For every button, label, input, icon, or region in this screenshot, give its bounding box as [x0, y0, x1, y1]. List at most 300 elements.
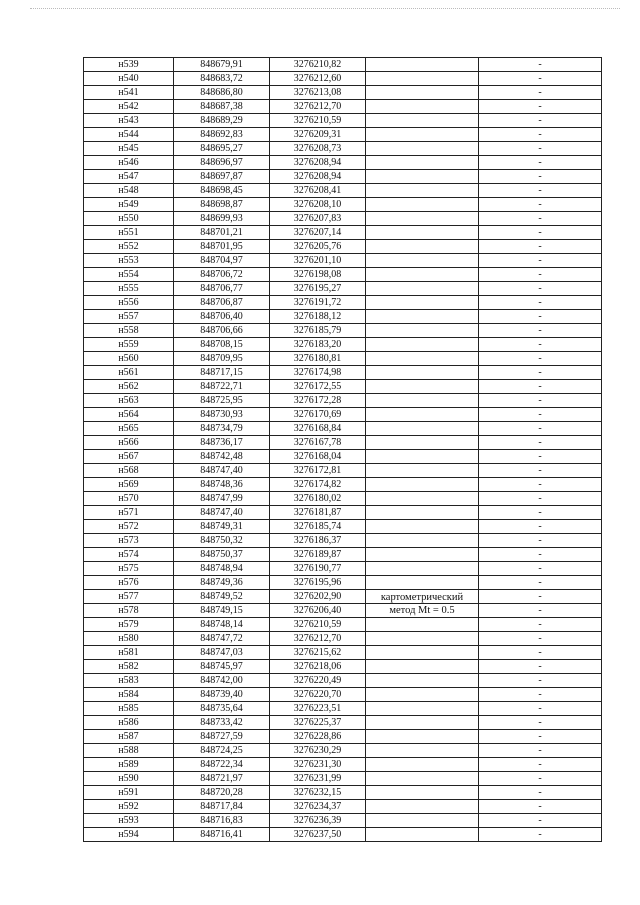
table-row: [84, 436, 602, 450]
point-id-cell: н546: [84, 156, 174, 170]
point-id-cell: н589: [84, 758, 174, 772]
x-coordinate-cell: 848683,72: [174, 72, 270, 86]
method-cell: [366, 198, 479, 212]
x-coordinate-cell: 848717,84: [174, 800, 270, 814]
y-coordinate-cell: 3276195,27: [270, 282, 366, 296]
error-value-cell: -: [479, 170, 602, 184]
x-coordinate-cell: 848750,37: [174, 548, 270, 562]
y-coordinate-cell: 3276225,37: [270, 716, 366, 730]
error-value-cell: -: [479, 100, 602, 114]
method-cell: [366, 632, 479, 646]
y-coordinate-cell: 3276218,06: [270, 660, 366, 674]
x-coordinate-cell: 848679,91: [174, 58, 270, 72]
y-coordinate-cell: 3276215,62: [270, 646, 366, 660]
method-cell: [366, 688, 479, 702]
point-id-cell: н581: [84, 646, 174, 660]
error-value-cell: -: [479, 828, 602, 842]
point-id-cell: н550: [84, 212, 174, 226]
error-value-cell: -: [479, 534, 602, 548]
y-coordinate-cell: 3276195,96: [270, 576, 366, 590]
x-coordinate-cell: 848699,93: [174, 212, 270, 226]
table-row: [84, 352, 602, 366]
point-id-cell: н587: [84, 730, 174, 744]
x-coordinate-cell: 848739,40: [174, 688, 270, 702]
y-coordinate-cell: 3276236,39: [270, 814, 366, 828]
x-coordinate-cell: 848747,40: [174, 464, 270, 478]
table-row: [84, 786, 602, 800]
error-value-cell: -: [479, 366, 602, 380]
point-id-cell: н573: [84, 534, 174, 548]
error-value-cell: -: [479, 72, 602, 86]
y-coordinate-cell: 3276208,94: [270, 156, 366, 170]
y-coordinate-cell: 3276231,99: [270, 772, 366, 786]
y-coordinate-cell: 3276212,70: [270, 632, 366, 646]
table-row: [84, 380, 602, 394]
y-coordinate-cell: 3276212,60: [270, 72, 366, 86]
y-coordinate-cell: 3276231,30: [270, 758, 366, 772]
y-coordinate-cell: 3276207,83: [270, 212, 366, 226]
point-id-cell: н551: [84, 226, 174, 240]
x-coordinate-cell: 848742,00: [174, 674, 270, 688]
error-value-cell: -: [479, 618, 602, 632]
point-id-cell: н570: [84, 492, 174, 506]
table-row: [84, 58, 602, 72]
method-cell: [366, 520, 479, 534]
error-value-cell: -: [479, 338, 602, 352]
x-coordinate-cell: 848687,38: [174, 100, 270, 114]
x-coordinate-cell: 848742,48: [174, 450, 270, 464]
point-id-cell: н577: [84, 590, 174, 604]
point-id-cell: н555: [84, 282, 174, 296]
table-row: [84, 282, 602, 296]
y-coordinate-cell: 3276172,81: [270, 464, 366, 478]
method-cell: [366, 800, 479, 814]
x-coordinate-cell: 848706,40: [174, 310, 270, 324]
x-coordinate-cell: 848733,42: [174, 716, 270, 730]
y-coordinate-cell: 3276180,02: [270, 492, 366, 506]
error-value-cell: -: [479, 702, 602, 716]
x-coordinate-cell: 848697,87: [174, 170, 270, 184]
table-row: [84, 142, 602, 156]
y-coordinate-cell: 3276208,10: [270, 198, 366, 212]
y-coordinate-cell: 3276198,08: [270, 268, 366, 282]
error-value-cell: -: [479, 268, 602, 282]
y-coordinate-cell: 3276228,86: [270, 730, 366, 744]
method-cell: [366, 408, 479, 422]
error-value-cell: -: [479, 758, 602, 772]
method-cell: [366, 114, 479, 128]
error-value-cell: -: [479, 576, 602, 590]
point-id-cell: н586: [84, 716, 174, 730]
x-coordinate-cell: 848716,41: [174, 828, 270, 842]
table-row: [84, 730, 602, 744]
x-coordinate-cell: 848701,95: [174, 240, 270, 254]
point-id-cell: н565: [84, 422, 174, 436]
error-value-cell: -: [479, 436, 602, 450]
x-coordinate-cell: 848709,95: [174, 352, 270, 366]
table-row: [84, 408, 602, 422]
point-id-cell: н540: [84, 72, 174, 86]
x-coordinate-cell: 848725,95: [174, 394, 270, 408]
error-value-cell: -: [479, 324, 602, 338]
y-coordinate-cell: 3276208,94: [270, 170, 366, 184]
table-row: [84, 100, 602, 114]
table-row: [84, 800, 602, 814]
y-coordinate-cell: 3276186,37: [270, 534, 366, 548]
table-row: [84, 520, 602, 534]
x-coordinate-cell: 848747,40: [174, 506, 270, 520]
error-value-cell: -: [479, 632, 602, 646]
method-cell: [366, 814, 479, 828]
point-id-cell: н545: [84, 142, 174, 156]
error-value-cell: -: [479, 156, 602, 170]
coordinates-table-body: [84, 58, 602, 842]
method-cell: [366, 254, 479, 268]
method-label-line2: метод Mt = 0.5: [389, 605, 455, 616]
point-id-cell: н571: [84, 506, 174, 520]
x-coordinate-cell: 848721,97: [174, 772, 270, 786]
x-coordinate-cell: 848695,27: [174, 142, 270, 156]
method-cell: [366, 170, 479, 184]
x-coordinate-cell: 848722,34: [174, 758, 270, 772]
y-coordinate-cell: 3276180,81: [270, 352, 366, 366]
y-coordinate-cell: 3276209,31: [270, 128, 366, 142]
method-cell: [366, 310, 479, 324]
method-cell: [366, 646, 479, 660]
x-coordinate-cell: 848708,15: [174, 338, 270, 352]
method-cell: [366, 380, 479, 394]
x-coordinate-cell: 848706,77: [174, 282, 270, 296]
x-coordinate-cell: 848727,59: [174, 730, 270, 744]
error-value-cell: -: [479, 128, 602, 142]
y-coordinate-cell: 3276212,70: [270, 100, 366, 114]
x-coordinate-cell: 848749,36: [174, 576, 270, 590]
point-id-cell: н566: [84, 436, 174, 450]
method-cell: [366, 422, 479, 436]
point-id-cell: н574: [84, 548, 174, 562]
method-cell: [366, 592, 479, 618]
point-id-cell: н569: [84, 478, 174, 492]
y-coordinate-cell: 3276223,51: [270, 702, 366, 716]
method-cell: [366, 212, 479, 226]
table-row: [84, 576, 602, 590]
table-row: [84, 310, 602, 324]
table-row: [84, 744, 602, 758]
error-value-cell: -: [479, 464, 602, 478]
point-id-cell: н548: [84, 184, 174, 198]
y-coordinate-cell: 3276210,82: [270, 58, 366, 72]
point-id-cell: н591: [84, 786, 174, 800]
table-row: [84, 604, 602, 618]
point-id-cell: н572: [84, 520, 174, 534]
x-coordinate-cell: 848747,72: [174, 632, 270, 646]
error-value-cell: -: [479, 800, 602, 814]
point-id-cell: н594: [84, 828, 174, 842]
error-value-cell: -: [479, 674, 602, 688]
method-cell: [366, 156, 479, 170]
table-row: [84, 618, 602, 632]
error-value-cell: -: [479, 450, 602, 464]
point-id-cell: н575: [84, 562, 174, 576]
error-value-cell: -: [479, 114, 602, 128]
error-value-cell: -: [479, 520, 602, 534]
method-cell: [366, 576, 479, 590]
point-id-cell: н562: [84, 380, 174, 394]
point-id-cell: н568: [84, 464, 174, 478]
error-value-cell: -: [479, 310, 602, 324]
error-value-cell: -: [479, 562, 602, 576]
method-cell: [366, 716, 479, 730]
point-id-cell: н583: [84, 674, 174, 688]
x-coordinate-cell: 848706,72: [174, 268, 270, 282]
x-coordinate-cell: 848749,15: [174, 604, 270, 618]
x-coordinate-cell: 848720,28: [174, 786, 270, 800]
y-coordinate-cell: 3276202,90: [270, 590, 366, 604]
point-id-cell: н582: [84, 660, 174, 674]
y-coordinate-cell: 3276208,73: [270, 142, 366, 156]
table-row: [84, 702, 602, 716]
point-id-cell: н539: [84, 58, 174, 72]
method-cell: [366, 58, 479, 72]
method-cell: [366, 744, 479, 758]
method-cell: [366, 660, 479, 674]
table-row: [84, 814, 602, 828]
table-row: [84, 828, 602, 842]
method-cell: [366, 730, 479, 744]
method-cell: [366, 394, 479, 408]
x-coordinate-cell: 848717,15: [174, 366, 270, 380]
point-id-cell: н558: [84, 324, 174, 338]
table-row: [84, 240, 602, 254]
table-row: [84, 72, 602, 86]
x-coordinate-cell: 848696,97: [174, 156, 270, 170]
point-id-cell: н541: [84, 86, 174, 100]
table-row: [84, 562, 602, 576]
method-cell: [366, 786, 479, 800]
table-row: [84, 184, 602, 198]
x-coordinate-cell: 848747,99: [174, 492, 270, 506]
x-coordinate-cell: 848686,80: [174, 86, 270, 100]
x-coordinate-cell: 848748,94: [174, 562, 270, 576]
point-id-cell: н554: [84, 268, 174, 282]
method-label-line1: картометрический: [380, 592, 464, 603]
method-cell: [366, 534, 479, 548]
x-coordinate-cell: 848748,36: [174, 478, 270, 492]
error-value-cell: -: [479, 380, 602, 394]
y-coordinate-cell: 3276168,84: [270, 422, 366, 436]
method-cell: [366, 352, 479, 366]
table-row: [84, 422, 602, 436]
table-row: [84, 338, 602, 352]
point-id-cell: н585: [84, 702, 174, 716]
method-cell: [366, 100, 479, 114]
error-value-cell: -: [479, 394, 602, 408]
y-coordinate-cell: 3276206,40: [270, 604, 366, 618]
y-coordinate-cell: 3276170,69: [270, 408, 366, 422]
y-coordinate-cell: 3276189,87: [270, 548, 366, 562]
x-coordinate-cell: 848745,97: [174, 660, 270, 674]
y-coordinate-cell: 3276220,49: [270, 674, 366, 688]
error-value-cell: -: [479, 506, 602, 520]
coordinates-table: [83, 57, 602, 842]
point-id-cell: н567: [84, 450, 174, 464]
method-cell: [366, 506, 479, 520]
table-row: [84, 128, 602, 142]
method-cell: [366, 450, 479, 464]
x-coordinate-cell: 848692,83: [174, 128, 270, 142]
table-row: [84, 268, 602, 282]
x-coordinate-cell: 848706,87: [174, 296, 270, 310]
method-cell: [366, 436, 479, 450]
table-row: [84, 758, 602, 772]
x-coordinate-cell: 848750,32: [174, 534, 270, 548]
error-value-cell: -: [479, 184, 602, 198]
error-value-cell: -: [479, 730, 602, 744]
x-coordinate-cell: 848698,45: [174, 184, 270, 198]
method-cell: [366, 240, 479, 254]
error-value-cell: -: [479, 772, 602, 786]
y-coordinate-cell: 3276183,20: [270, 338, 366, 352]
x-coordinate-cell: 848748,14: [174, 618, 270, 632]
error-value-cell: -: [479, 716, 602, 730]
y-coordinate-cell: 3276205,76: [270, 240, 366, 254]
error-value-cell: -: [479, 296, 602, 310]
y-coordinate-cell: 3276181,87: [270, 506, 366, 520]
method-cell: [366, 758, 479, 772]
x-coordinate-cell: 848749,52: [174, 590, 270, 604]
x-coordinate-cell: 848701,21: [174, 226, 270, 240]
table-row: [84, 464, 602, 478]
error-value-cell: -: [479, 786, 602, 800]
error-value-cell: -: [479, 352, 602, 366]
y-coordinate-cell: 3276172,55: [270, 380, 366, 394]
x-coordinate-cell: 848734,79: [174, 422, 270, 436]
y-coordinate-cell: 3276232,15: [270, 786, 366, 800]
y-coordinate-cell: 3276237,50: [270, 828, 366, 842]
error-value-cell: -: [479, 212, 602, 226]
table-row: [84, 688, 602, 702]
x-coordinate-cell: 848722,71: [174, 380, 270, 394]
x-coordinate-cell: 848706,66: [174, 324, 270, 338]
table-row: [84, 366, 602, 380]
point-id-cell: н592: [84, 800, 174, 814]
table-row: [84, 492, 602, 506]
method-cell: [366, 702, 479, 716]
method-cell: [366, 296, 479, 310]
table-row: [84, 772, 602, 786]
error-value-cell: -: [479, 282, 602, 296]
method-cell: [366, 128, 479, 142]
error-value-cell: -: [479, 744, 602, 758]
point-id-cell: н580: [84, 632, 174, 646]
method-cell: [366, 562, 479, 576]
table-row: [84, 660, 602, 674]
table-row: [84, 548, 602, 562]
table-row: [84, 534, 602, 548]
table-row: [84, 506, 602, 520]
method-cell: [366, 618, 479, 632]
x-coordinate-cell: 848704,97: [174, 254, 270, 268]
point-id-cell: н557: [84, 310, 174, 324]
table-row: [84, 632, 602, 646]
page-top-scan-line: [30, 8, 620, 11]
point-id-cell: н544: [84, 128, 174, 142]
y-coordinate-cell: 3276207,14: [270, 226, 366, 240]
y-coordinate-cell: 3276191,72: [270, 296, 366, 310]
method-cell: [366, 828, 479, 842]
point-id-cell: н593: [84, 814, 174, 828]
method-cell: [366, 86, 479, 100]
y-coordinate-cell: 3276188,12: [270, 310, 366, 324]
method-cell: [366, 268, 479, 282]
error-value-cell: -: [479, 646, 602, 660]
table-row: [84, 170, 602, 184]
point-id-cell: н553: [84, 254, 174, 268]
table-row: [84, 198, 602, 212]
error-value-cell: -: [479, 240, 602, 254]
x-coordinate-cell: 848747,03: [174, 646, 270, 660]
x-coordinate-cell: 848689,29: [174, 114, 270, 128]
y-coordinate-cell: 3276208,41: [270, 184, 366, 198]
point-id-cell: н560: [84, 352, 174, 366]
x-coordinate-cell: 848730,93: [174, 408, 270, 422]
table-row: [84, 478, 602, 492]
table-row: [84, 394, 602, 408]
error-value-cell: -: [479, 492, 602, 506]
y-coordinate-cell: 3276234,37: [270, 800, 366, 814]
method-cell: [366, 478, 479, 492]
method-cell: [366, 282, 479, 296]
point-id-cell: н578: [84, 604, 174, 618]
point-id-cell: н576: [84, 576, 174, 590]
point-id-cell: н542: [84, 100, 174, 114]
point-id-cell: н547: [84, 170, 174, 184]
y-coordinate-cell: 3276210,59: [270, 618, 366, 632]
error-value-cell: -: [479, 422, 602, 436]
error-value-cell: -: [479, 142, 602, 156]
y-coordinate-cell: 3276213,08: [270, 86, 366, 100]
y-coordinate-cell: 3276185,74: [270, 520, 366, 534]
error-value-cell: -: [479, 660, 602, 674]
x-coordinate-cell: 848735,64: [174, 702, 270, 716]
method-cell: [366, 772, 479, 786]
method-cell: [366, 324, 479, 338]
table-row: [84, 254, 602, 268]
x-coordinate-cell: 848736,17: [174, 436, 270, 450]
y-coordinate-cell: 3276201,10: [270, 254, 366, 268]
point-id-cell: н549: [84, 198, 174, 212]
error-value-cell: -: [479, 408, 602, 422]
table-row: [84, 156, 602, 170]
method-cell: [366, 184, 479, 198]
point-id-cell: н564: [84, 408, 174, 422]
method-cell: [366, 492, 479, 506]
x-coordinate-cell: 848749,31: [174, 520, 270, 534]
point-id-cell: н590: [84, 772, 174, 786]
error-value-cell: -: [479, 688, 602, 702]
table-row: [84, 324, 602, 338]
point-id-cell: н561: [84, 366, 174, 380]
method-cell: [366, 366, 479, 380]
error-value-cell: -: [479, 226, 602, 240]
x-coordinate-cell: 848716,83: [174, 814, 270, 828]
method-cell: [366, 72, 479, 86]
error-value-cell: -: [479, 478, 602, 492]
point-id-cell: н559: [84, 338, 174, 352]
table-row: [84, 114, 602, 128]
error-value-cell: -: [479, 86, 602, 100]
error-value-cell: -: [479, 254, 602, 268]
